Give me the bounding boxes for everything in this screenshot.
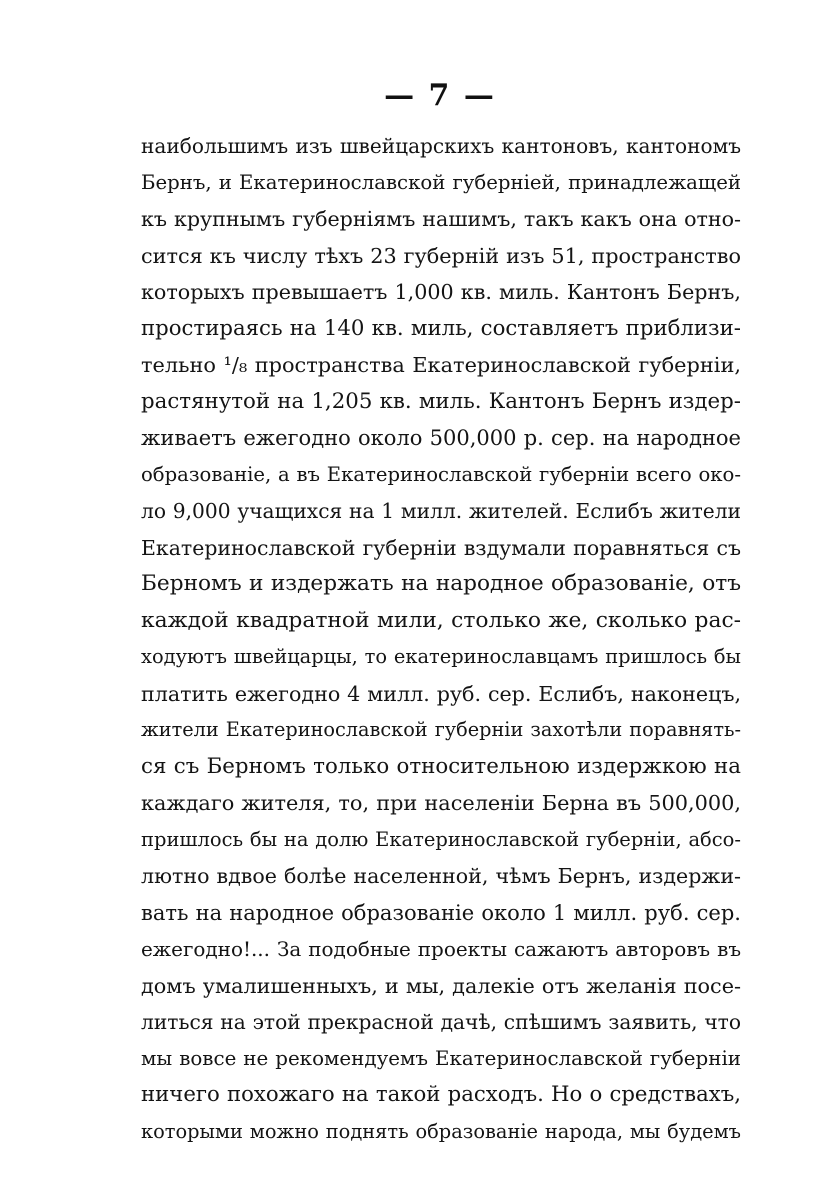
text-line: ло 9,000 учащихся на 1 милл. жителей. Еслибъ жители — [141, 499, 741, 523]
text-line: къ крупнымъ губерніямъ нашимъ, такъ какъ она отно- — [141, 207, 741, 231]
text-line: лютно вдвое болѣе населенной, чѣмъ Бернъ, издержи- — [141, 864, 741, 888]
text-line: каждой квадратной мили, столько же, сколько рас- — [141, 607, 741, 633]
text-line: ся съ Берномъ только относительною издержкою на — [141, 753, 741, 779]
text-line: домъ умалишенныхъ, и мы, далекіе отъ желанія посе- — [141, 973, 741, 998]
text-line: Берномъ и издержать на народное образованіе, отъ — [141, 571, 741, 596]
text-line: Екатеринославской губерніи вздумали поравняться съ — [141, 535, 741, 560]
text-line: литься на этой прекрасной дачѣ, спѣшимъ заявить, что — [141, 1010, 741, 1034]
text-line: вать на народное образованіе около 1 милл. руб. сер. — [141, 899, 741, 925]
text-line: растянутой на 1,205 кв. миль. Кантонъ Бернъ издер- — [141, 388, 741, 414]
text-line: пришлось бы на долю Екатеринославской губерніи, абсо- — [141, 827, 741, 851]
text-line: ничего похожаго на такой расходъ. Но о средствахъ, — [141, 1082, 741, 1107]
text-line: наибольшимъ изъ швейцарскихъ кантоновъ, кантономъ — [141, 134, 741, 158]
text-line: платить ежегодно 4 милл. руб. сер. Еслибъ, наконецъ, — [141, 681, 741, 706]
text-line: сится къ числу тѣхъ 23 губерній изъ 51, пространство — [141, 243, 741, 268]
page-number: — 7 — — [384, 78, 496, 113]
text-line: мы вовсе не рекомендуемъ Екатеринославской губерніи — [141, 1046, 741, 1070]
text-line: которыхъ превышаетъ 1,000 кв. миль. Кантонъ Бернъ, — [141, 280, 741, 304]
text-line: простираясь на 140 кв. миль, составляетъ приблизи- — [141, 315, 741, 341]
text-line: каждаго жителя, то, при населеніи Берна въ 500,000, — [141, 791, 741, 815]
text-line: Бернъ, и Екатеринославской губерніей, принадлежащей — [141, 170, 741, 194]
text-line: тельно ¹/₈ пространства Екатеринославской губерніи, — [141, 353, 741, 377]
text-line: жители Екатеринославской губерніи захотѣли поравнять- — [141, 718, 741, 741]
text-line: образованіе, а въ Екатеринославской губерніи всего око- — [141, 462, 741, 486]
body-text — [141, 128, 741, 1150]
text-line: живаетъ ежегодно около 500,000 р. сер. на народное — [141, 425, 741, 450]
text-line: ходуютъ швейцарцы, то екатеринославцамъ пришлось бы — [141, 645, 741, 668]
text-line: которыми можно поднять образованіе народа, мы будемъ — [141, 1119, 741, 1143]
text-line: ежегодно!... За подобные проекты сажаютъ авторовъ въ — [141, 937, 741, 961]
